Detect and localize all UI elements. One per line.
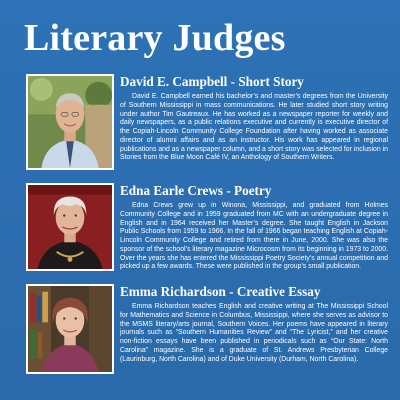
judge-photo-richardson — [26, 284, 114, 374]
judge-bio: Edna Crews grew up in Winona, Mississippi, and graduated from Holmes Community College and in 1959 graduated from MC with an undergraduate degree in English and in 1964 received her Master’s degree. She taught English in Jackson Public Schools from 1959 to 1966. In the fall of 1966 began teaching English at Copiah-Lincoln Community College and retired from there in June, 2000. She was also the sponsor of the school’s literary magazine Microcosm from its beginning in 1973 to 2000. Over the years she has entered the Mississippi Poetry Society’s annual competition and picked up a few awards. These were published in the group’s small publication. — [120, 202, 388, 271]
judge-photo-crews — [26, 183, 114, 271]
judge-bio: Emma Richardson teaches English and creative writing at The Mississippi School for Mathematics and Science in Columbus, Mississippi, where she serves as advisor to the MSMS literary/arts journal, Southern Voices. Her poems have appeared in literary journals such as “Southern Humanities Review” and “The Lyricist,” and her creative non-fiction essays have been published in periodicals such as “Our State: North Carolina” magazine. She is a graduate of St. Andrews Presbyterian College (Laurinburg, North Carolina) and of Duke University (Durham, North Carolina). — [120, 303, 388, 363]
judge-name: Emma Richardson - Creative Essay — [120, 284, 321, 299]
judge-info-campbell — [120, 74, 388, 163]
judge-name: Edna Earle Crews - Poetry — [120, 183, 272, 198]
judge-name: David E. Campbell - Short Story — [120, 74, 304, 89]
judge-card-campbell — [26, 74, 386, 174]
judge-bio: David E. Campbell earned his bachelor’s and master’s degrees from the University of Southern Mississippi in mass communications. He later studied short story writing under author Tim Gautreaux. He has worked as a newspaper reporter for weekly and daily newspapers, as a public relations executive and currently is executive director of the Copiah-Lincoln Community College Foundation after having worked as associate director of alumni affairs and as an instructor. His work has appeared in regional publications and as a newspaper column, and a short story was selected for inclusion in Stories from the Blue Moon Café IV, an Anthology of Southern Writers. — [120, 93, 388, 162]
judge-photo-campbell — [26, 74, 114, 170]
judge-card-crews — [26, 183, 386, 273]
judge-card-richardson — [26, 284, 386, 380]
page-title: Literary Judges — [24, 17, 286, 59]
judge-info-crews — [120, 183, 388, 272]
judge-info-richardson — [120, 284, 388, 364]
